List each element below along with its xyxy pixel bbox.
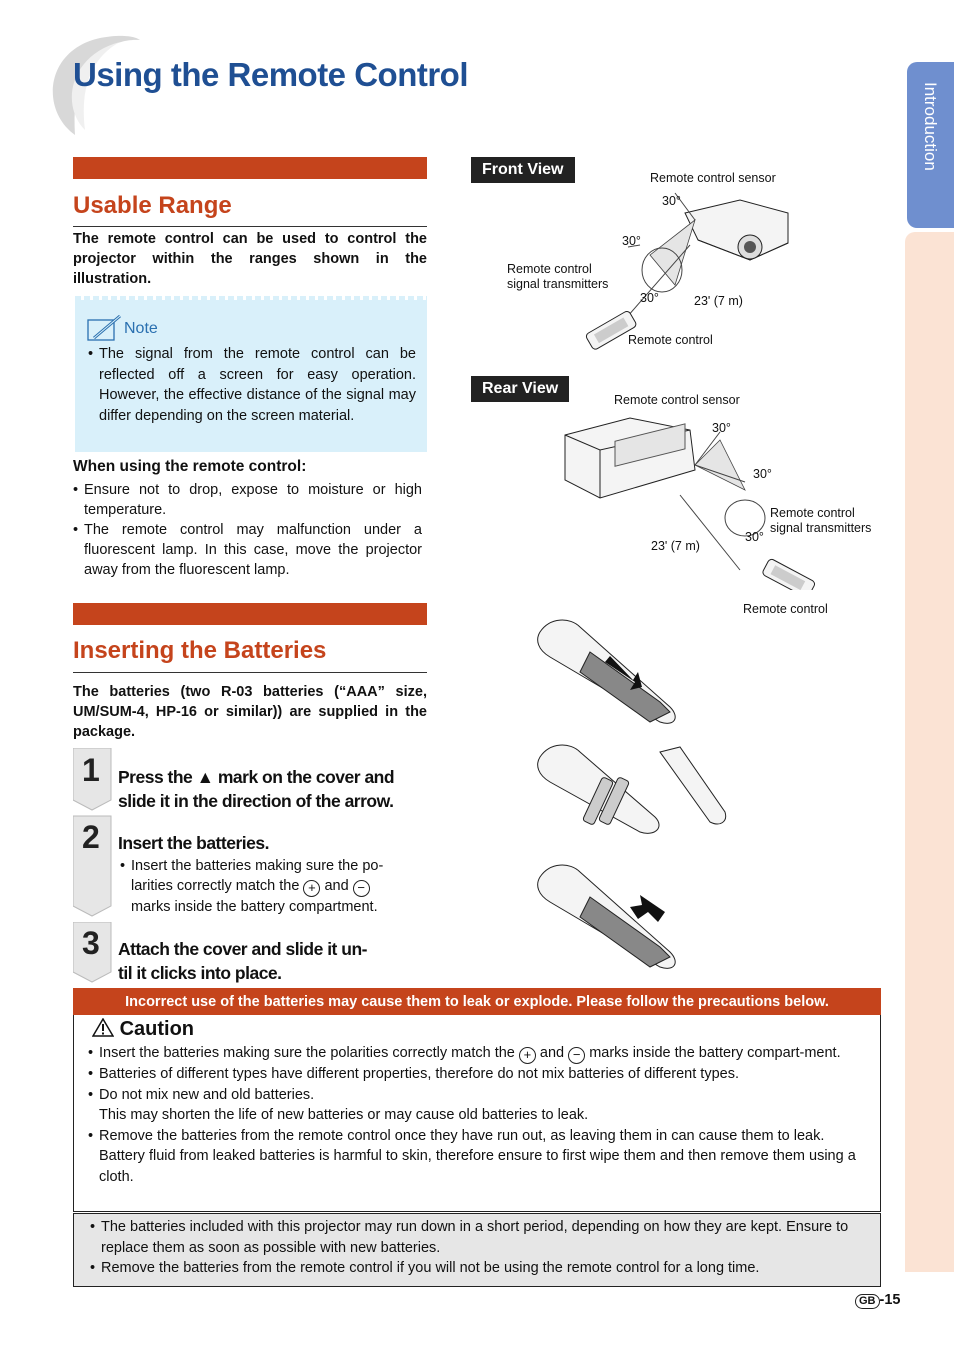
- rv-remote-label: Remote control: [743, 602, 828, 616]
- rv-sensor-label: Remote control sensor: [614, 393, 740, 407]
- warning-triangle-icon: [92, 1018, 114, 1037]
- step2-title: Insert the batteries.: [118, 833, 269, 853]
- plus-symbol: +: [519, 1047, 536, 1064]
- side-tab-label: Introduction: [921, 82, 940, 171]
- fv-angle-label: 30°: [662, 194, 681, 208]
- caution-item: • Remove the batteries from the remote control once they have run out, as leaving them in can cause them to leak. Battery fluid from leaked batteries is harmful to skin, therefore ensure to first wipe them and then remove them using a cloth.: [88, 1126, 868, 1188]
- minus-symbol: −: [568, 1047, 585, 1064]
- rv-angle-label: 30°: [745, 530, 764, 544]
- fv-sensor-label: Remote control sensor: [650, 171, 776, 185]
- step3-text: Attach the cover and slide it un- til it clicks into place.: [118, 939, 367, 983]
- note-item: • The batteries included with this projector may run down in a short period, depending on how they are kept. Ensure to replace them as soon as possible with new batteries.: [90, 1217, 870, 1258]
- usable-range-heading: Usable Range: [73, 192, 232, 219]
- language-badge: GB: [855, 1294, 880, 1309]
- step2-detail: • Insert the batteries making sure the po- larities correctly match the + and − marks inside the battery compartment.: [120, 856, 425, 917]
- rear-view-illustration: [560, 410, 890, 590]
- battery-insertion-illustration: [530, 612, 730, 982]
- rv-angle-label: 30°: [753, 467, 772, 481]
- note-box-edge: [75, 296, 427, 300]
- page-title: Using the Remote Control: [73, 56, 469, 93]
- when-using-title: When using the remote control:: [73, 458, 307, 475]
- step-number: 2: [82, 819, 100, 855]
- caution-list: [88, 1043, 868, 1187]
- note-item: • Remove the batteries from the remote control if you will not be using the remote control for a long time.: [90, 1258, 870, 1279]
- note-label: Note: [124, 320, 158, 337]
- heading-rule: [73, 226, 427, 227]
- usable-range-intro: The remote control can be used to control the projector within the ranges shown in the illustration.: [73, 231, 427, 287]
- when-using-list: [73, 480, 422, 580]
- section-bar: [73, 157, 427, 179]
- rear-view-label: Rear View: [471, 376, 569, 402]
- fv-distance-label: 23' (7 m): [694, 294, 743, 308]
- heading-rule: [73, 672, 427, 673]
- caution-item: • Batteries of different types have different properties, therefore do not mix batteries of different types.: [88, 1064, 868, 1085]
- plus-symbol: +: [303, 880, 320, 897]
- caution-item: • Do not mix new and old batteries. This may shorten the life of new batteries or may cause old batteries to leak.: [88, 1085, 868, 1126]
- inserting-heading: Inserting the Batteries: [73, 637, 327, 664]
- minus-symbol: −: [353, 880, 370, 897]
- fv-angle-label: 30°: [640, 291, 659, 305]
- side-tab-background: [905, 232, 954, 1272]
- rv-distance-label: 23' (7 m): [651, 539, 700, 553]
- fv-angle-label: 30°: [622, 234, 641, 248]
- step-number: 1: [82, 752, 100, 788]
- rv-transmitters-label: Remote control signal transmitters: [770, 506, 872, 535]
- inserting-intro: The batteries (two R-03 batteries (“AAA” size, UM/SUM-4, HP-16 or similar)) are supplied in the package.: [73, 684, 427, 740]
- fv-transmitters-label: Remote control signal transmitters: [507, 262, 609, 291]
- fv-remote-label: Remote control: [628, 333, 713, 347]
- caution-title: Caution: [92, 1018, 194, 1041]
- step-number: 3: [82, 925, 100, 961]
- note-item: • The signal from the remote control can be reflected off a screen for easy operation. However, the effective distance of the signal may differ depending on the screen material.: [88, 344, 416, 426]
- warning-bar: Incorrect use of the batteries may cause them to leak or explode. Please follow the precautions below.: [73, 988, 881, 1015]
- additional-notes-list: [90, 1217, 870, 1279]
- list-item: • The remote control may malfunction under a fluorescent lamp. In this case, move the projector away from the fluorescent lamp.: [73, 520, 422, 580]
- section-bar: [73, 603, 427, 625]
- step1-text: Press the ▲ mark on the cover and slide it in the direction of the arrow.: [118, 767, 395, 811]
- rv-angle-label: 30°: [712, 421, 731, 435]
- note-text: [88, 344, 416, 426]
- page-number: GB -15: [855, 1292, 900, 1309]
- caution-item: • Insert the batteries making sure the polarities correctly match the + and − marks inside the battery compart-ment.: [88, 1043, 868, 1064]
- front-view-label: Front View: [471, 157, 575, 183]
- list-item: • Ensure not to drop, expose to moisture or high temperature.: [73, 480, 422, 520]
- pencil-note-icon: [86, 314, 124, 344]
